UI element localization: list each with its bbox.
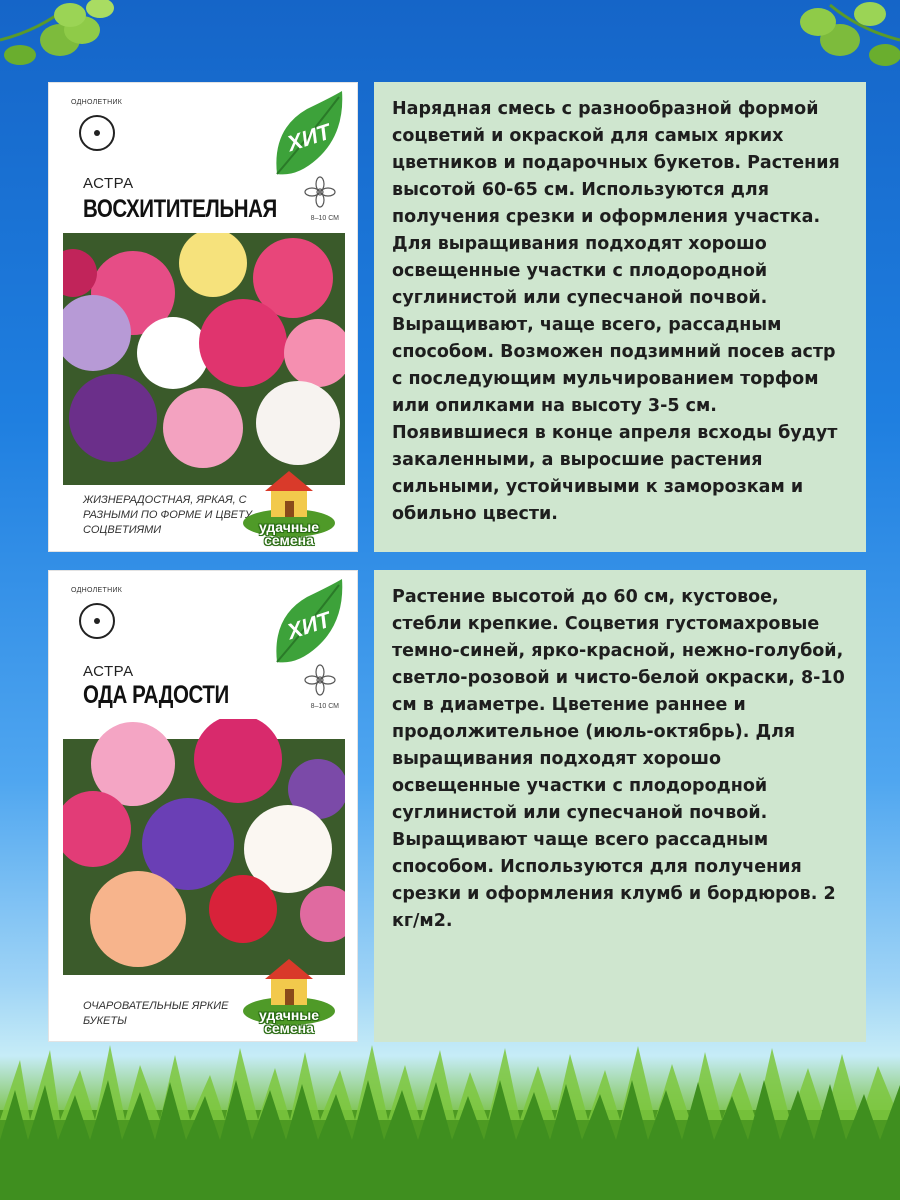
hit-badge: ХИТ xyxy=(284,606,334,645)
flower-size-label: 8–10 СМ xyxy=(310,703,339,710)
brand-name-line1: удачные xyxy=(258,519,320,535)
brand-logo xyxy=(241,953,337,1037)
packet-tagline: ЖИЗНЕРАДОСТНАЯ, ЯРКАЯ, С РАЗНЫМИ ПО ФОРМЕ И ЦВЕТУ СОЦВЕТИЯМИ xyxy=(83,494,252,536)
annual-label: ОДНОЛЕТНИК xyxy=(71,99,123,106)
brand-name-line2: семена xyxy=(264,1020,314,1036)
flower-size-icon xyxy=(303,175,337,209)
packet-tagline: ОЧАРОВАТЕЛЬНЫЕ ЯРКИЕ БУКЕТЫ xyxy=(83,1000,229,1027)
brand-name-line1: удачные xyxy=(258,1007,320,1023)
hit-badge: ХИТ xyxy=(284,118,334,157)
annual-plant-icon xyxy=(77,601,117,641)
clover-leaves-decoration xyxy=(0,0,160,90)
flower-size-icon xyxy=(303,663,337,697)
annual-plant-icon xyxy=(77,113,117,153)
aster-flowers-image xyxy=(63,719,345,975)
seed-packet-1 xyxy=(48,82,358,552)
packet-variety: ОДА РАДОСТИ xyxy=(83,681,229,709)
brand-logo xyxy=(241,465,337,549)
description-text: Нарядная смесь с разнообразной формой соцветий и окраской для самых ярких цветников и подарочных букетов. Растения высотой 60-65 см. Используются для получения срезки и оформления участка. Для выращивания подходят хорошо освещенные участки с плодородной суглинистой или супесчаной почвой. Выращивают, чаще всего, рассадным способом. Возможен подзимний посев астр с последующим мульчированием торфом или опилками на высоту 3-5 см. Появившиеся в конце апреля всходы будут закаленными, а выросшие растения сильными, устойчивыми к заморозкам и обильно цвести. xyxy=(392,99,840,524)
description-panel-2 xyxy=(374,570,866,1042)
clover-leaves-decoration xyxy=(740,0,900,90)
packet-species: АСТРА xyxy=(83,663,134,680)
flower-size-label: 8–10 СМ xyxy=(310,215,339,222)
aster-flowers-image xyxy=(63,233,345,485)
packet-variety: ВОСХИТИТЕЛЬНАЯ xyxy=(83,195,277,223)
seed-packet-2 xyxy=(48,570,358,1042)
packet-species: АСТРА xyxy=(83,175,134,192)
annual-label: ОДНОЛЕТНИК xyxy=(71,587,123,594)
description-text: Растение высотой до 60 см, кустовое, стебли крепкие. Соцветия густомахровые темно-синей, ярко-красной, нежно-голубой, светло-розовой и чисто-белой окраски, 8-10 см в диаметре. Цветение раннее и продолжительное (июль-октябрь). Для выращивания подходят хорошо освещенные участки с плодородной суглинистой или супесчаной почвой. Выращивают чаще всего рассадным способом. Используются для получения срезки и оформления клумб и бордюров. 2 кг/м2. xyxy=(392,587,845,931)
brand-name-line2: семена xyxy=(264,532,314,548)
grass-decoration xyxy=(0,1030,900,1200)
description-panel-1 xyxy=(374,82,866,552)
